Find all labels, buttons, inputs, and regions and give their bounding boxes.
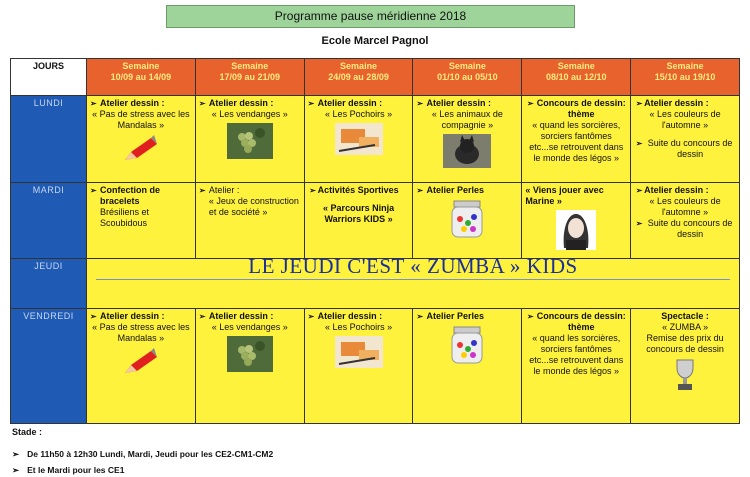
footer-line-2: ➢ Et le Mardi pour les CE1 [12, 465, 125, 475]
cell-mardi-3: ➢ Activités Sportives « Parcours Ninja Warriors KIDS » [304, 183, 413, 259]
arrow-icon: ➢ [635, 99, 643, 108]
arrow-icon: ➢ [198, 99, 206, 108]
arrow-icon: ➢ [526, 99, 534, 108]
cell-mardi-6: ➢ Atelier dessin : « Les couleurs de l'automne » ➢ Suite du concours de dessin [631, 183, 740, 259]
week-header-2: Semaine 17/09 au 21/09 [195, 59, 304, 96]
banner-underline [96, 279, 730, 280]
week-header-4: Semaine 01/10 au 05/10 [413, 59, 522, 96]
jeudi-zumba-banner: LE JEUDI C'EST « ZUMBA » KIDS [87, 259, 740, 309]
cell-vendredi-4: ➢ Atelier Perles [413, 309, 522, 424]
arrow-icon: ➢ [90, 186, 97, 195]
stencil-icon [335, 336, 383, 368]
day-label-mardi: MARDI [11, 183, 87, 259]
arrow-icon: ➢ [307, 312, 315, 321]
beads-jar-icon [446, 325, 488, 365]
arrow-icon: ➢ [90, 99, 97, 108]
pencil-icon [121, 347, 161, 377]
arrow-icon: ➢ [198, 186, 206, 195]
row-lundi [11, 96, 740, 183]
arrow-icon: ➢ [635, 219, 643, 228]
day-label-jeudi: JEUDI [11, 259, 87, 309]
week-header-1: Semaine 10/09 au 14/09 [87, 59, 196, 96]
row-vendredi [11, 309, 740, 424]
cell-lundi-3: ➢ Atelier dessin : « Les Pochoirs » [304, 96, 413, 183]
cell-vendredi-2: ➢ Atelier dessin : « Les vendanges » [195, 309, 304, 424]
school-name: Ecole Marcel Pagnol [321, 35, 429, 47]
arrow-icon: ➢ [12, 465, 20, 475]
stencil-icon [335, 123, 383, 155]
dog-icon [443, 134, 491, 168]
header-row [11, 59, 740, 96]
cell-lundi-1: ➢ Atelier dessin : « Pas de stress avec les Mandalas » [87, 96, 196, 183]
footer-line-1: ➢ De 11h50 à 12h30 Lundi, Mardi, Jeudi pour les CE2-CM1-CM2 [12, 449, 274, 459]
grapes-icon [227, 123, 273, 159]
row-mardi [11, 183, 740, 259]
arrow-icon: ➢ [90, 312, 97, 321]
trophy-icon [670, 358, 700, 392]
pencil-icon [121, 134, 161, 164]
grapes-icon [227, 336, 273, 372]
arrow-icon: ➢ [307, 99, 315, 108]
arrow-icon: ➢ [198, 312, 206, 321]
cell-lundi-5: ➢ Concours de dessin: thème « quand les sorcières, sorciers fantômes etc...se retrouvent dans le monde des légos » [522, 96, 631, 183]
arrow-icon: ➢ [635, 186, 643, 195]
arrow-icon: ➢ [416, 99, 424, 108]
arrow-icon: ➢ [416, 312, 424, 321]
cell-vendredi-1: ➢ Atelier dessin : « Pas de stress avec les Mandalas » [87, 309, 196, 424]
arrow-icon: ➢ [526, 312, 534, 321]
cell-mardi-5: « Viens jouer avec Marine » [522, 183, 631, 259]
cell-mardi-2: ➢ Atelier : « Jeux de construction et de société » [195, 183, 304, 259]
stade-label: Stade : [12, 427, 43, 437]
schedule-table [10, 58, 740, 424]
arrow-icon: ➢ [416, 186, 424, 195]
week-header-3: Semaine 24/09 au 28/09 [304, 59, 413, 96]
cell-lundi-6: ➢ Atelier dessin : « Les couleurs de l'automne » ➢ Suite du concours de dessin [631, 96, 740, 183]
arrow-icon: ➢ [635, 139, 643, 148]
cell-vendredi-3: ➢ Atelier dessin : « Les Pochoirs » [304, 309, 413, 424]
girl-portrait-icon [556, 210, 596, 250]
cell-lundi-2: ➢ Atelier dessin : « Les vendanges » [195, 96, 304, 183]
jours-header: JOURS [11, 59, 87, 96]
cell-mardi-1: ➢ Confection de bracelets Brésiliens et Scoubidous [87, 183, 196, 259]
row-jeudi [11, 259, 740, 309]
week-header-5: Semaine 08/10 au 12/10 [522, 59, 631, 96]
program-title: Programme pause méridienne 2018 [166, 5, 575, 28]
arrow-icon: ➢ [309, 186, 316, 195]
beads-jar-icon [446, 199, 488, 239]
week-header-6: Semaine 15/10 au 19/10 [631, 59, 740, 96]
day-label-vendredi: VENDREDI [11, 309, 87, 424]
cell-vendredi-6: Spectacle : « ZUMBA » Remise des prix du concours de dessin [631, 309, 740, 424]
cell-lundi-4: ➢ Atelier dessin : « Les animaux de compagnie » [413, 96, 522, 183]
cell-vendredi-5: ➢ Concours de dessin: thème « quand les sorcières, sorciers fantômes etc...se retrouvent dans le monde des légos » [522, 309, 631, 424]
arrow-icon: ➢ [12, 449, 20, 459]
day-label-lundi: LUNDI [11, 96, 87, 183]
cell-mardi-4: ➢ Atelier Perles [413, 183, 522, 259]
